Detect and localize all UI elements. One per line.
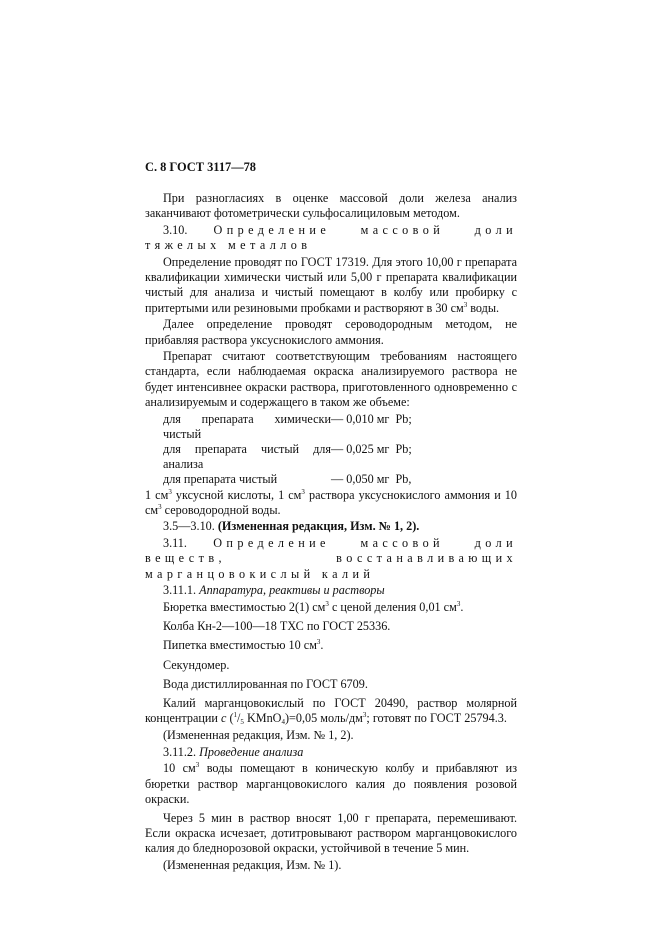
superscript: 3 <box>362 711 367 720</box>
paragraph-procedure-1 <box>145 761 517 807</box>
paragraph-definition <box>145 255 517 316</box>
definition-text: Определение проводят по ГОСТ 17319. Для этого 10,00 г препарата квалификации химически чистый или 5,00 г препарата квалификации чистый для анализа и чистый помещают в колбу или пробирку с притертыми или резиновыми пробками и растворяют в 30 см <box>145 255 517 315</box>
kmno4-formula: KMnO <box>243 711 282 726</box>
section-title: Проведение анализа <box>199 744 304 759</box>
edit-note-2: (Измененная редакция, Изм. № 1, 2). <box>163 727 354 742</box>
edit-note-1 <box>145 519 517 534</box>
superscript: 3 <box>463 300 468 309</box>
kmno4-concentration: )=0,05 моль/дм <box>284 711 363 726</box>
paragraph-acid <box>145 488 517 518</box>
item-kmno4: Калий марганцовокислый по ГОСТ 20490, раствор молярной концентрации c ($^1/_5$ KMnO$_4$)=0,05 моль/$дм^3$; готовят по ГОСТ 25794.3. <box>145 696 517 727</box>
item-stopwatch: Секундомер. <box>163 657 230 672</box>
limit-value: — 0,050 мг Pb, <box>331 472 412 487</box>
superscript: 3 <box>316 638 321 647</box>
definition-end: воды. <box>467 300 500 315</box>
item-flask: Колба Кн-2—100—18 ТХС по ГОСТ 25336. <box>163 619 391 634</box>
procedure-text-b: воды помещают в коническую колбу и прибавляют из бюретки раствор марганцовокислого калия до появления розовой окраски. <box>145 761 518 806</box>
edit-prefix: 3.5—3.10. <box>163 519 215 534</box>
acid-text-c: раствора уксуснокислого аммония и 10 см <box>145 487 517 517</box>
page-header: С. 8 ГОСТ 3117—78 <box>145 160 256 174</box>
paragraph-disagreement: При разногласиях в оценке массовой доли железа анализ заканчивают фотометрически сульфосалициловым методом. <box>145 191 517 221</box>
section-3-10-heading <box>145 223 517 253</box>
burette-text-a: Бюретка вместимостью 2(1) см <box>163 599 326 614</box>
item-burette <box>145 600 517 615</box>
section-number: 3.10. <box>163 223 188 238</box>
superscript: 3 <box>168 487 172 496</box>
document-page <box>145 160 517 875</box>
acid-text-d: сероводородной воды. <box>161 502 281 517</box>
superscript: 3 <box>301 487 305 496</box>
pipette-text: Пипетка вместимостью 10 см <box>163 638 317 653</box>
limit-value: — 0,010 мг Pb; <box>331 411 412 426</box>
edit-bold: (Измененная редакция, Изм. № 1, 2). <box>217 519 420 534</box>
acid-text-b: уксусной кислоты, 1 см <box>171 487 302 502</box>
section-number: 3.11.2. <box>163 744 197 759</box>
limit-label: для препарата чистый для анализа <box>163 441 331 472</box>
edit-note-3: (Измененная редакция, Изм. № 1). <box>163 858 342 873</box>
limit-value: — 0,025 мг Pb; <box>331 441 412 456</box>
superscript: 3 <box>456 599 461 608</box>
fraction-denominator: 5 <box>240 718 244 727</box>
fraction-numerator: 1 <box>233 711 237 720</box>
section-number: 3.11. <box>163 536 187 551</box>
section-title: Определение массовой доли веществ, восстанавливающих марганцовокислый калий <box>145 536 518 581</box>
acid-text-a: 1 см <box>145 487 169 502</box>
kmno4-text: Калий марганцовокислый по ГОСТ 20490, раствор молярной концентрации <box>145 696 517 726</box>
subscript: 4 <box>281 718 285 727</box>
paragraph-procedure-2: Через 5 мин в раствор вносят 1,00 г препарата, перемешивают. Если окраска исчезает, дотитровывают раствором марганцовокислого калия до бледнорозовой окраски, устойчивой в течение 5 мин. <box>145 810 517 856</box>
limit-row <box>145 472 517 487</box>
limit-row <box>145 412 517 442</box>
burette-text-c: . <box>460 599 464 614</box>
section-3-11-heading <box>145 536 517 582</box>
limit-label: для препарата чистый <box>163 472 278 487</box>
kmno4-end: ; готовят по ГОСТ 25794.3. <box>366 711 507 726</box>
procedure-text-a: 10 см <box>163 761 196 776</box>
section-3-11-1-heading <box>145 583 517 598</box>
section-number: 3.11.1. <box>163 583 197 598</box>
section-3-11-2-heading <box>145 745 517 760</box>
paragraph-preparation: Препарат считают соответствующим требованиям настоящего стандарта, если наблюдаемая окраска анализируемого раствора не будет интенсивнее окраски раствора, приготовленного одновременно с анализируемым и содержащего в таком же объеме: <box>145 349 517 409</box>
item-water: Вода дистиллированная по ГОСТ 6709. <box>163 676 368 691</box>
limit-label: для препарата химически чистый <box>163 411 331 441</box>
kmno4-symbol: c <box>220 711 227 726</box>
pipette-end: . <box>320 638 324 653</box>
burette-text-b: с ценой деления 0,01 см <box>328 599 457 614</box>
section-title: Аппаратура, реактивы и растворы <box>199 583 385 598</box>
item-pipette <box>145 638 517 653</box>
paragraph-further: Далее определение проводят сероводородным методом, не прибавляя раствора уксуснокислого аммония. <box>145 317 517 347</box>
limit-row <box>145 442 517 472</box>
superscript: 3 <box>158 502 162 511</box>
superscript: 3 <box>325 599 329 608</box>
superscript: 3 <box>195 761 200 770</box>
section-title: Определение массовой доли тяжелых металлов <box>145 223 517 253</box>
